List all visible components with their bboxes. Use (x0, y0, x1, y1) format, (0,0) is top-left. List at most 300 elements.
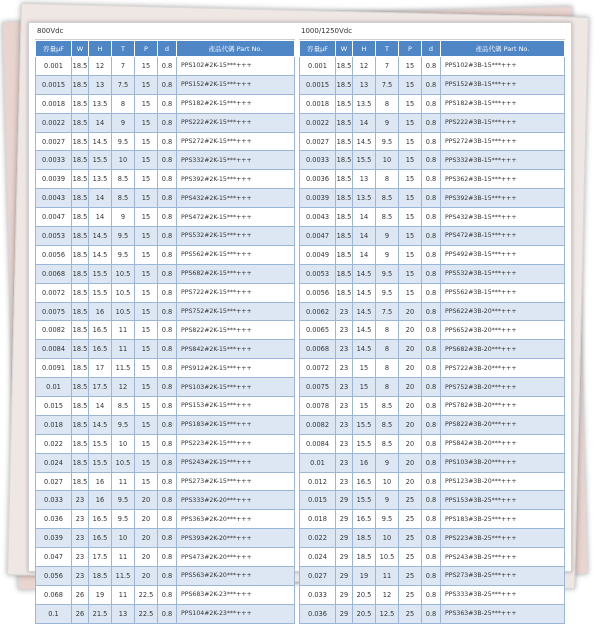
cell-capacitance: 0.0075 (36, 302, 72, 321)
header-p: P (399, 41, 422, 57)
cell-p: 15 (135, 397, 158, 416)
cell-w: 23 (336, 359, 353, 378)
cell-w: 18.5 (336, 57, 353, 76)
cell-p: 15 (135, 189, 158, 208)
cell-part-no: PPS562#3B-15***+++ (441, 283, 565, 302)
table-row (36, 189, 295, 208)
cell-t: 11.5 (112, 567, 135, 586)
cell-capacitance: 0.0053 (36, 227, 72, 246)
cell-capacitance: 0.0033 (300, 151, 336, 170)
cell-p: 25 (399, 529, 422, 548)
cell-p: 15 (135, 321, 158, 340)
cell-p: 15 (135, 227, 158, 246)
cell-t: 8.5 (376, 189, 399, 208)
cell-t: 11 (112, 548, 135, 567)
header-w: W (336, 41, 353, 57)
table-row (36, 529, 295, 548)
cell-p: 15 (135, 434, 158, 453)
table-row (36, 321, 295, 340)
cell-d: 0.8 (158, 321, 177, 340)
cell-capacitance: 0.0033 (36, 151, 72, 170)
cell-part-no: PPS473#2K-20***+++ (177, 548, 295, 567)
table-row (36, 151, 295, 170)
cell-p: 22.5 (135, 585, 158, 604)
cell-t: 7 (376, 57, 399, 76)
cell-capacitance: 0.0043 (36, 189, 72, 208)
cell-part-no: PPS123#3B-20***+++ (441, 472, 565, 491)
cell-w: 18.5 (72, 472, 89, 491)
cell-capacitance: 0.0072 (36, 283, 72, 302)
cell-d: 0.8 (158, 57, 177, 76)
cell-w: 18.5 (336, 208, 353, 227)
cell-t: 9.5 (112, 510, 135, 529)
cell-h: 13 (353, 170, 376, 189)
panel-title: 800Vdc (35, 23, 295, 40)
table-row (300, 567, 565, 586)
cell-h: 14.5 (89, 245, 112, 264)
cell-w: 18.5 (72, 151, 89, 170)
cell-part-no: PPS722#3B-20***+++ (441, 359, 565, 378)
cell-capacitance: 0.0078 (300, 397, 336, 416)
cell-t: 10.5 (112, 264, 135, 283)
cell-d: 0.8 (422, 585, 441, 604)
cell-d: 0.8 (422, 75, 441, 94)
cell-d: 0.8 (158, 415, 177, 434)
table-row (36, 94, 295, 113)
cell-t: 8.5 (112, 397, 135, 416)
cell-w: 18.5 (336, 94, 353, 113)
cell-p: 15 (399, 57, 422, 76)
cell-capacitance: 0.0053 (300, 264, 336, 283)
cell-t: 8 (376, 94, 399, 113)
cell-part-no: PPS752#3B-20***+++ (441, 378, 565, 397)
cell-h: 15.5 (353, 151, 376, 170)
table-row (36, 113, 295, 132)
cell-t: 9 (376, 491, 399, 510)
cell-h: 16.5 (89, 510, 112, 529)
cell-part-no: PPS332#3B-15***+++ (441, 151, 565, 170)
cell-h: 15 (353, 378, 376, 397)
cell-d: 0.8 (158, 340, 177, 359)
cell-part-no: PPS223#3B-25***+++ (441, 529, 565, 548)
cell-d: 0.8 (158, 453, 177, 472)
cell-h: 16.5 (353, 510, 376, 529)
cell-p: 15 (399, 113, 422, 132)
table-row (300, 245, 565, 264)
cell-p: 25 (399, 491, 422, 510)
cell-part-no: PPS332#2K-15***+++ (177, 151, 295, 170)
cell-w: 23 (336, 397, 353, 416)
cell-d: 0.8 (158, 510, 177, 529)
cell-capacitance: 0.0039 (36, 170, 72, 189)
cell-w: 18.5 (72, 397, 89, 416)
cell-part-no: PPS333#3B-25***+++ (441, 585, 565, 604)
cell-h: 19 (353, 567, 376, 586)
header-h: H (353, 41, 376, 57)
table-row (300, 491, 565, 510)
cell-part-no: PPS532#3B-15***+++ (441, 264, 565, 283)
cell-d: 0.8 (422, 227, 441, 246)
cell-w: 18.5 (72, 302, 89, 321)
cell-t: 9.5 (112, 245, 135, 264)
cell-capacitance: 0.015 (300, 491, 336, 510)
cell-d: 0.8 (158, 113, 177, 132)
cell-t: 12 (376, 585, 399, 604)
cell-t: 9.5 (112, 491, 135, 510)
cell-h: 16 (89, 491, 112, 510)
table-row (36, 415, 295, 434)
cell-d: 0.8 (158, 75, 177, 94)
cell-w: 18.5 (72, 227, 89, 246)
cell-d: 0.8 (422, 94, 441, 113)
cell-p: 15 (135, 283, 158, 302)
cell-w: 18.5 (72, 264, 89, 283)
cell-t: 9.5 (112, 415, 135, 434)
cell-part-no: PPS104#2K-23***+++ (177, 604, 295, 623)
cell-h: 14 (353, 208, 376, 227)
cell-t: 9 (376, 227, 399, 246)
cell-d: 0.8 (158, 434, 177, 453)
cell-part-no: PPS492#3B-15***+++ (441, 245, 565, 264)
cell-h: 13 (353, 75, 376, 94)
header-capacitance: 容量μF (300, 41, 336, 57)
cell-h: 15.5 (353, 415, 376, 434)
cell-capacitance: 0.022 (36, 434, 72, 453)
cell-capacitance: 0.0062 (300, 302, 336, 321)
cell-w: 29 (336, 491, 353, 510)
cell-p: 15 (399, 75, 422, 94)
cell-t: 8 (376, 170, 399, 189)
cell-capacitance: 0.0082 (300, 415, 336, 434)
cell-h: 13.5 (353, 189, 376, 208)
cell-w: 29 (336, 585, 353, 604)
panel-800vdc (35, 23, 295, 624)
cell-part-no: PPS912#2K-15***+++ (177, 359, 295, 378)
table-row (300, 434, 565, 453)
cell-capacitance: 0.0047 (36, 208, 72, 227)
cell-d: 0.8 (158, 585, 177, 604)
table-row (300, 132, 565, 151)
table-row (300, 75, 565, 94)
cell-h: 15 (353, 397, 376, 416)
cell-w: 29 (336, 529, 353, 548)
cell-w: 18.5 (72, 453, 89, 472)
cell-t: 9 (376, 113, 399, 132)
cell-part-no: PPS392#2K-15***+++ (177, 170, 295, 189)
cell-t: 9.5 (376, 264, 399, 283)
spec-table-1000-1250vdc (299, 40, 565, 624)
cell-capacitance: 0.0043 (300, 208, 336, 227)
table-row (36, 340, 295, 359)
cell-part-no: PPS272#3B-15***+++ (441, 132, 565, 151)
cell-h: 15.5 (89, 264, 112, 283)
cell-capacitance: 0.0056 (36, 245, 72, 264)
cell-d: 0.8 (422, 472, 441, 491)
cell-d: 0.8 (422, 359, 441, 378)
cell-w: 29 (336, 510, 353, 529)
cell-t: 8 (376, 359, 399, 378)
cell-w: 23 (336, 302, 353, 321)
cell-p: 15 (399, 245, 422, 264)
cell-p: 20 (399, 397, 422, 416)
cell-d: 0.8 (158, 283, 177, 302)
cell-part-no: PPS782#3B-20***+++ (441, 397, 565, 416)
cell-p: 15 (135, 245, 158, 264)
spec-sheet (28, 22, 572, 618)
cell-part-no: PPS222#2K-15***+++ (177, 113, 295, 132)
cell-t: 8.5 (376, 415, 399, 434)
cell-part-no: PPS223#2K-15***+++ (177, 434, 295, 453)
cell-w: 18.5 (72, 434, 89, 453)
cell-part-no: PPS272#2K-15***+++ (177, 132, 295, 151)
cell-p: 20 (399, 302, 422, 321)
cell-capacitance: 0.068 (36, 585, 72, 604)
table-row (36, 170, 295, 189)
cell-p: 15 (399, 189, 422, 208)
table-row (36, 283, 295, 302)
cell-t: 11 (112, 585, 135, 604)
cell-capacitance: 0.0065 (300, 321, 336, 340)
cell-part-no: PPS682#3B-20***+++ (441, 340, 565, 359)
cell-d: 0.8 (158, 378, 177, 397)
cell-capacitance: 0.0091 (36, 359, 72, 378)
cell-p: 15 (135, 132, 158, 151)
cell-h: 14.5 (89, 227, 112, 246)
cell-h: 15.5 (89, 151, 112, 170)
header-capacitance: 容量μF (36, 41, 72, 57)
header-p: P (135, 41, 158, 57)
cell-t: 12.5 (376, 604, 399, 623)
cell-capacitance: 0.0082 (36, 321, 72, 340)
panel-1000-1250vdc (299, 23, 565, 624)
cell-p: 15 (135, 75, 158, 94)
cell-part-no: PPS562#2K-15***+++ (177, 245, 295, 264)
cell-capacitance: 0.027 (300, 567, 336, 586)
cell-d: 0.8 (158, 491, 177, 510)
cell-part-no: PPS363#2K-20***+++ (177, 510, 295, 529)
cell-p: 15 (135, 208, 158, 227)
cell-part-no: PPS102#3B-15***+++ (441, 57, 565, 76)
cell-capacitance: 0.001 (300, 57, 336, 76)
cell-p: 15 (135, 302, 158, 321)
cell-capacitance: 0.0075 (300, 378, 336, 397)
cell-part-no: PPS393#2K-20***+++ (177, 529, 295, 548)
cell-w: 18.5 (72, 208, 89, 227)
cell-capacitance: 0.01 (36, 378, 72, 397)
cell-d: 0.8 (158, 132, 177, 151)
cell-w: 18.5 (336, 283, 353, 302)
table-row (300, 604, 565, 623)
cell-capacitance: 0.0027 (300, 132, 336, 151)
header-t: T (376, 41, 399, 57)
cell-part-no: PPS183#3B-25***+++ (441, 510, 565, 529)
cell-w: 23 (336, 472, 353, 491)
cell-part-no: PPS243#3B-25***+++ (441, 548, 565, 567)
table-row (36, 567, 295, 586)
cell-p: 20 (135, 491, 158, 510)
table-row (300, 453, 565, 472)
header-part-no: 產品代碼 Part No. (177, 41, 295, 57)
cell-t: 10.5 (112, 302, 135, 321)
cell-capacitance: 0.0022 (300, 113, 336, 132)
table-row (36, 75, 295, 94)
cell-p: 25 (399, 585, 422, 604)
cell-t: 9 (376, 453, 399, 472)
cell-w: 18.5 (72, 170, 89, 189)
cell-w: 29 (336, 567, 353, 586)
cell-capacitance: 0.0018 (36, 94, 72, 113)
table-row (300, 113, 565, 132)
cell-capacitance: 0.012 (300, 472, 336, 491)
cell-capacitance: 0.0022 (36, 113, 72, 132)
spec-table-800vdc (35, 40, 295, 624)
cell-p: 20 (135, 510, 158, 529)
cell-d: 0.8 (422, 132, 441, 151)
table-row (36, 472, 295, 491)
table-row (36, 208, 295, 227)
cell-p: 15 (135, 170, 158, 189)
cell-h: 13.5 (89, 170, 112, 189)
cell-w: 23 (72, 567, 89, 586)
cell-w: 18.5 (72, 378, 89, 397)
table-row (36, 604, 295, 623)
cell-t: 10.5 (112, 283, 135, 302)
cell-d: 0.8 (422, 208, 441, 227)
cell-p: 15 (135, 57, 158, 76)
cell-t: 9 (112, 113, 135, 132)
cell-capacitance: 0.036 (36, 510, 72, 529)
cell-w: 23 (336, 453, 353, 472)
cell-capacitance: 0.0047 (300, 227, 336, 246)
cell-part-no: PPS822#2K-15***+++ (177, 321, 295, 340)
cell-part-no: PPS222#3B-15***+++ (441, 113, 565, 132)
cell-capacitance: 0.0039 (300, 189, 336, 208)
table-row (300, 151, 565, 170)
cell-p: 15 (135, 264, 158, 283)
cell-t: 10 (112, 151, 135, 170)
cell-w: 23 (336, 340, 353, 359)
cell-p: 20 (399, 321, 422, 340)
cell-t: 11 (112, 340, 135, 359)
cell-d: 0.8 (422, 378, 441, 397)
cell-h: 16.5 (353, 472, 376, 491)
cell-w: 29 (336, 604, 353, 623)
table-row (36, 453, 295, 472)
cell-h: 14 (89, 189, 112, 208)
cell-capacitance: 0.024 (36, 453, 72, 472)
table-row (300, 57, 565, 76)
cell-d: 0.8 (158, 302, 177, 321)
header-part-no: 產品代碼 Part No. (441, 41, 565, 57)
table-row (300, 359, 565, 378)
cell-capacitance: 0.022 (300, 529, 336, 548)
cell-h: 14.5 (89, 415, 112, 434)
cell-d: 0.8 (422, 57, 441, 76)
cell-capacitance: 0.027 (36, 472, 72, 491)
cell-t: 11 (376, 567, 399, 586)
cell-part-no: PPS152#2K-15***+++ (177, 75, 295, 94)
cell-d: 0.8 (422, 415, 441, 434)
cell-t: 10.5 (112, 453, 135, 472)
cell-t: 7.5 (376, 302, 399, 321)
cell-d: 0.8 (422, 529, 441, 548)
cell-capacitance: 0.036 (300, 604, 336, 623)
cell-capacitance: 0.056 (36, 567, 72, 586)
cell-w: 18.5 (336, 132, 353, 151)
cell-p: 15 (399, 283, 422, 302)
cell-part-no: PPS682#2K-15***+++ (177, 264, 295, 283)
cell-capacitance: 0.0068 (36, 264, 72, 283)
cell-t: 7.5 (112, 75, 135, 94)
cell-w: 23 (336, 378, 353, 397)
cell-p: 15 (135, 472, 158, 491)
cell-p: 15 (135, 453, 158, 472)
cell-t: 10 (376, 529, 399, 548)
table-row (300, 208, 565, 227)
cell-part-no: PPS153#3B-25***+++ (441, 491, 565, 510)
cell-d: 0.8 (422, 510, 441, 529)
cell-t: 10 (376, 472, 399, 491)
table-row (36, 397, 295, 416)
table-row (300, 472, 565, 491)
cell-t: 8.5 (112, 170, 135, 189)
cell-part-no: PPS243#2K-15***+++ (177, 453, 295, 472)
cell-h: 17.5 (89, 378, 112, 397)
table-row (300, 397, 565, 416)
cell-w: 26 (72, 604, 89, 623)
cell-p: 20 (399, 359, 422, 378)
cell-part-no: PPS532#2K-15***+++ (177, 227, 295, 246)
cell-d: 0.8 (422, 491, 441, 510)
cell-capacitance: 0.0084 (300, 434, 336, 453)
cell-h: 15.5 (89, 453, 112, 472)
table-header-row (300, 41, 565, 57)
cell-part-no: PPS622#3B-20***+++ (441, 302, 565, 321)
cell-p: 20 (399, 472, 422, 491)
table-row (36, 132, 295, 151)
cell-h: 18.5 (353, 548, 376, 567)
cell-d: 0.8 (158, 397, 177, 416)
cell-t: 12 (112, 378, 135, 397)
table-row (300, 529, 565, 548)
cell-w: 18.5 (72, 94, 89, 113)
cell-p: 25 (399, 567, 422, 586)
cell-d: 0.8 (422, 151, 441, 170)
cell-part-no: PPS273#3B-25***+++ (441, 567, 565, 586)
cell-d: 0.8 (158, 472, 177, 491)
header-t: T (112, 41, 135, 57)
cell-w: 18.5 (72, 189, 89, 208)
cell-p: 25 (399, 510, 422, 529)
cell-h: 14 (353, 113, 376, 132)
cell-p: 20 (135, 567, 158, 586)
cell-part-no: PPS683#2K-23***+++ (177, 585, 295, 604)
cell-h: 18.5 (353, 529, 376, 548)
cell-w: 18.5 (72, 283, 89, 302)
cell-p: 15 (399, 151, 422, 170)
cell-t: 9.5 (112, 132, 135, 151)
cell-d: 0.8 (158, 227, 177, 246)
table-row (300, 302, 565, 321)
cell-part-no: PPS102#2K-15***+++ (177, 57, 295, 76)
cell-d: 0.8 (422, 397, 441, 416)
cell-h: 17.5 (89, 548, 112, 567)
cell-w: 18.5 (336, 264, 353, 283)
cell-h: 14.5 (353, 321, 376, 340)
cell-h: 16.5 (89, 321, 112, 340)
cell-t: 8 (376, 378, 399, 397)
cell-h: 14 (89, 113, 112, 132)
